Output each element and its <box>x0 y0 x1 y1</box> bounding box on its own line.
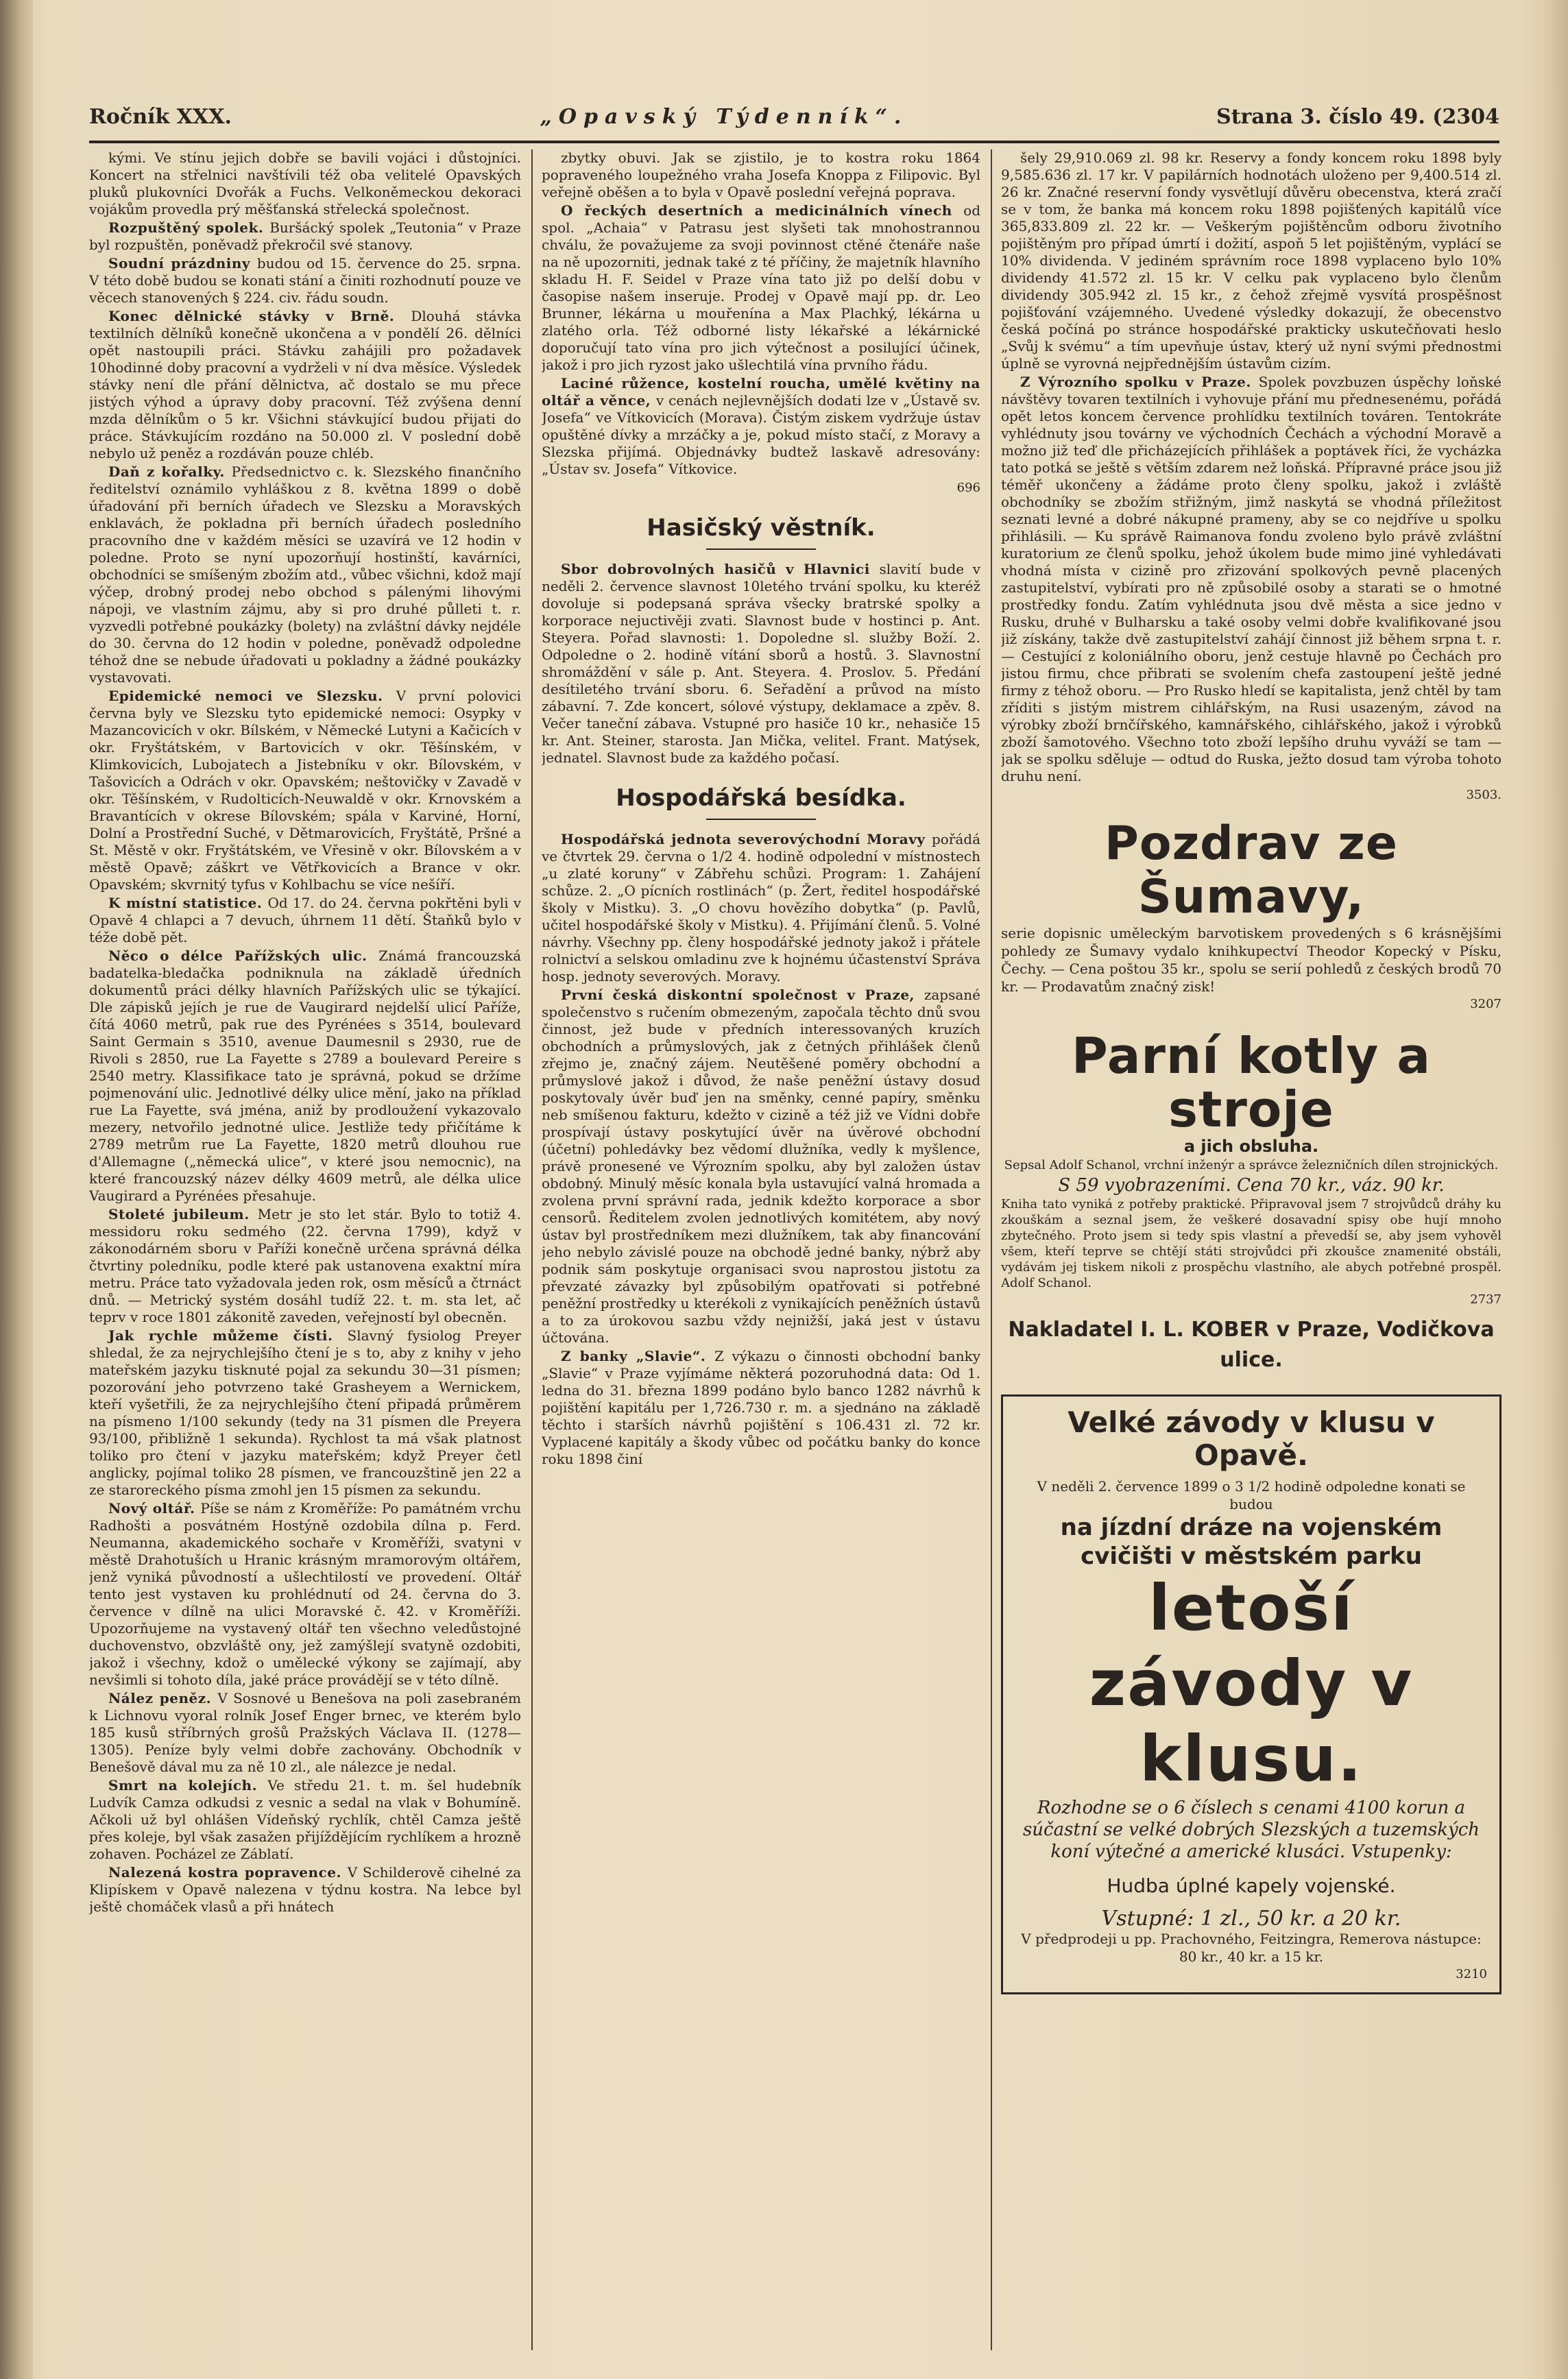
advert-title: Pozdrav ze Šumavy, <box>1105 817 1398 924</box>
article-text: budou od 15. července do 25. srpna. V této době budou se konati stání a činiti rozhodnutí pouze ve věcech stanovených § 224. civ. řádu soudn. <box>89 255 521 306</box>
advert-entry: Vstupné: 1 zl., 50 kr. a 20 kr. <box>1101 1907 1401 1931</box>
article-paragraph <box>542 1348 980 1468</box>
article-paragraph <box>89 219 521 254</box>
article-heading: K místní statistice. <box>108 895 268 911</box>
article-text: pořádá ve čtvrtek 29. června o 1/2 4. hodině odpolední v místnostech „u zlaté koruny“ v Zábřehu schůzi. Program: 1. Zahájení schůze. 2. „O pícních rostlinách“ (p. Žert, ředitel hospodářské školy v Mistku). 3. „O chovu hovězího dobytka“ (p. Pavlů, učitel hospodářské školy v Mistku). 4. Přijímání členů. 5. Volné návrhy. Všechny pp. členy hospodářské jednoty jakož i přátele rolnictví a selskou omladinu zve k hojnému účastenství Správa hosp. jednoty severových. Moravy. <box>542 831 980 985</box>
article-heading: Konec dělnické stávky v Brně. <box>108 308 411 324</box>
volume-label: Ročník XXX. <box>89 104 232 129</box>
column-divider-2 <box>991 149 992 2350</box>
article-heading: Stoleté jubileum. <box>108 1206 258 1222</box>
column-3-articles <box>1001 149 1501 785</box>
advert-author: Sepsal Adolf Schanol, vrchní inženýr a správce železničních dílen strojnických. <box>1004 1158 1499 1172</box>
article-text: slavití bude v neděli 2. července slavnost 10letého trvání spolku, ku kteréž dovoluje si podepsaná správa všecky bratrské spolky a korporace nejuctivěji zvati. Slavnost bude v hostinci p. Ant. Steyera. Pořad slavnosti: 1. Dopoledne sl. služby Boží. 2. Odpoledne o 2. hodině vítání sborů a hostů. 3. Slavnostní shromáždění v sále p. Ant. Steyera. 4. Proslov. 5. Předání desítiletého trvání sboru. 6. Seřadění a průvod na místo zábavní. 7. Zde koncert, sólové výstupy, deklamace a zpěv. 8. Večer taneční zábava. Vstupné pro hasiče 10 kr., nehasiče 15 kr. Ant. Steiner, starosta. Jan Mička, velitel. Frant. Matýsek, jednatel. Slavnost bude za každého počasí. <box>542 561 980 766</box>
advert-location: na jízdní dráze na vojenském cvičišti v městském parku <box>1060 1514 1443 1570</box>
column-divider-1 <box>531 149 533 2350</box>
article-heading: Soudní prázdniny <box>108 255 257 271</box>
article-text: V Sosnové u Benešova na poli zasebraném k Lichnovu vyoral rolník Josef Enger brnec, ve kterém bylo 185 kusů stříbrných grošů Pražských Václava II. (1278—1305). Peníze byly velmi dobře zachovány. Obchodník v Benešově dával mu za ně 10 zl., ale nálezce je nedal. <box>89 1690 521 1775</box>
article-heading: Nalezená kostra popravence. <box>108 1864 348 1881</box>
article-text: Slavný fysiolog Preyer shledal, že za nejrychlejšího čtení je s to, aby z knihy v jeho mateřském jazyku tisknuté pojal za sekundu 30—31 písmen; pozorování jeho potvrzeno také Grasheyem a Wernickem, kteří vyšetřili, že za nejrychlejšího čtení připadá průměrem na písmeno 1/100 sekundy (tedy na 31 písmen dle Preyera 93/100, přibližně 1 sekunda). Rychlost ta má však platnost toliko pro čtení v jazyku mateřském; když Preyer četl anglicky, pojímal toliko 28 písmen, ve francouzštině jen 22 a ze staroreckého písma zmohl jen 15 písmen za sekundu. <box>89 1327 521 1498</box>
advert-number: 3210 <box>1456 1967 1487 1981</box>
advert-title: Parní kotly a stroje <box>1071 1027 1432 1138</box>
section-title: Hasičský věstník. <box>542 514 980 550</box>
article-heading: O řeckých desertních a medicinálních vínech <box>561 202 964 219</box>
column-3 <box>1001 149 1501 2352</box>
article-text: Píše se nám z Kroměříže: Po památném vrchu Radhošti a posvátném Hostýně ozdobila dílna p. Ferd. Neumanna, akademického sochaře v Kroměříži, svatyni v městě Drahotuších u Hranic krásným mramorovým oltářem, jenž vyniká původností a ušlechtilostí ve provedení. Oltář tento jest vystaven ku prohlédnutí od 24. června do 3. července v dílně na ulici Moravské č. 42. v Kroměříži. Upozorňujeme na vystavený oltář ten všechno veledůstojné duchovenstvo, obzvláště ony, jež zamýšlejí svatyně ozdobiti, jakož i všechny, kdož o umělecké výkony se zajímají, aby nevšimli si tohoto díla, jaké práce provádějí se v této dílně. <box>89 1500 521 1688</box>
article-paragraph <box>89 1864 521 1916</box>
advert-text: Kniha tato vyniká z potřeby praktické. Připravoval jsem 7 strojvůdců dráhy ku zkouškám a seznal jsem, že veškeré dosavadní spisy obe hují mnoho zbytečného. Proto jsem si tedy spis vlastní a převedší se, aby jsem vyhověl všem, kteří teprve se chtějí státi strojvůdci při zkoušce znamenité obstáli, vydávám jej tiskem nikoli z prospěchu vlastního, ale abych potřebné prospěl. Adolf Schanol. <box>1001 1197 1501 1290</box>
advert-publisher: Nakladatel I. L. KOBER v Praze, Vodičkova ulice. <box>1008 1318 1495 1372</box>
article-text: Spolek povzbuzen úspěchy loňské návštěvy tovaren textilních i vyhovuje přání mu přednesenému, pořádá opět letos koncem července prohlídku textilních továren. Tentokráte vyhlédnuty jsou továrny ve východních Čechách a východní Moravě a možno již teď dle přicházejících přihlášek a poptávek říci, že vycházka tato potká se ještě s větším zdarem než loňská. Přípravné práce jsou již téměř ukončeny a žádáme proto členy spolku, jakož i zvláště obchodníky se zbožím střižným, jimž naskytá se vhodná příležitost seznati levné a dobré nákupné prameny, aby se co nejdříve u spolku přihlásili. — Ku správě Raimanova fondu zvoleno bylo právě zvláštní kuratorium ze členů spolku, jehož úkolem bude mimo jiné vyhledávati vhodná místa v cizině pro zřizování spolkových pevně placených zastupitelství, vybírati pro ně způsobilé osoby a starati se o hmotné prostředky fondu. Zatím vyhlédnuta jsou dvě města a sice jedno v Rusku, druhé v Bulharsku a také osoby velmi dobře kvalifikované jsou již získány, takže dvě zastupitelství zahájí činnost již během srpna t. r. — Cestující z koloniálního oboru, jenž cestuje hlavně po Čechách pro jistou firmu, chce přibrati se svolením chefa zastoupení ještě jedné firmy z téhož oboru. — Pro Rusko hledí se kapitalista, jenž chtěl by tam zříditi s jistým mistrem cihlářským, na Rusi usazeným, závod na výrobky zboží brnčířského, kamnářského, cihlářského, jakož i výrobků zboží šamotového. Všechno toto zboží lepšího druhu vyváží se tam — jak se spolku sděluje — odtud do Ruska, ježto dosud tam výroba tohoto druhu není. <box>1001 374 1501 784</box>
article-text: zbytky obuvi. Jak se zjistilo, je to kostra roku 1864 popraveného loupežného vraha Josefa Knoppa z Filipovic. Byl veřejně oběšen a to byla v Opavě poslední veřejná poprava. <box>542 149 980 200</box>
advert-text: serie dopisnic uměleckým barvotiskem provedených s 6 krásnějšími pohledy ze Šumavy vydalo knihkupectví Theodor Kopecký v Písku, Čechy. — Cena poštou 35 kr., spolu se serií pohledů z českých brodů 70 kr. — Prodavatům značný zisk! <box>1001 925 1501 995</box>
page-header <box>89 96 1499 137</box>
advert-pozdrav-ze-sumavy <box>1001 813 1501 1017</box>
article-paragraph <box>89 255 521 306</box>
newspaper-title: „Opavský Týdenník“. <box>540 104 908 129</box>
article-paragraph <box>89 1777 521 1863</box>
advert-number: 3207 <box>1470 997 1501 1011</box>
column-1 <box>89 149 521 2352</box>
article-text: v cenách nejlevnějších dodati lze v „Ústavě sv. Josefa“ ve Vítkovicích (Morava). Čistým ziskem vydržuje ústav opuštěné dívky a mrzáčky a je, pokud místo stačí, z Moravy a Slezska přijímá. Objednávky budtež laskavě adresovány: „Ústav sv. Josefa“ Vítkovice. <box>542 392 980 477</box>
article-paragraph <box>89 308 521 462</box>
article-text: Známá francouzská badatelka-bledačka podniknula na základě úředních dokumentů práci délky hlavních Pařížských ulic se týkající. Dle zápisků jejích je rue de Vaugirard nejdelší ulicí Paříže, čítá 4060 metrů, pak rue des Pyrénées s 3514, boulevard Saint Germain s 3510, avenue Daumesnil s 2930, rue de Rivoli s 2850, rue La Fayette s 2789 a boulevard Pereire s 2540 metry. Klassifikace tato je správná, pokud se držíme pojmenování ulic. Jednotlivé délky ulice mění, jako na příklad rue La Fayette, svá jména, aniž by prodloužení vykazovalo mezery, netvořilo jednotné ulice. Jestliže tedy přičítáme k 2789 metrům rue La Fayette, 1820 metrů dlouhou rue d'Allemagne („německá ulice“, v které jsou nemocnic), na které francouzský název délky 4609 metrů, ale délka ulice Vaugirard a Pyrénées přesahuje. <box>89 947 521 1204</box>
advert-presale: V předprodeji u pp. Prachovného, Feitzingra, Remerova nástupce: 80 kr., 40 kr. a 15 kr. <box>1021 1931 1482 1965</box>
article-paragraph <box>542 149 980 201</box>
article-paragraph <box>89 1327 521 1499</box>
article-paragraph <box>542 375 980 478</box>
article-text: kými. Ve stínu jejich dobře se bavili vojáci i důstojníci. Koncert na střelnici navštívili též oba velitelé Opavských pluků plukovníci Dvořák a Fuchs. Velkoněmeckou dekoraci vojákům provedla prý měšťanská střelecká společnost. <box>89 149 521 217</box>
article-paragraph <box>89 149 521 218</box>
page-edge-shadow <box>1541 0 1568 2379</box>
article-paragraph <box>542 987 980 1347</box>
article-text: Od 17. do 24. června pokřtěni byli v Opavě 4 chlapci a 7 devuch, úhrnem 11 dětí. Štaňků bylo v téže době pět. <box>89 895 521 945</box>
article-paragraph <box>89 1690 521 1776</box>
article-heading: Nový oltář. <box>108 1500 201 1517</box>
article-heading: Daň z kořalky. <box>108 463 232 480</box>
article-text: Z výkazu o činnosti obchodní banky „Slavie“ v Praze vyjímáme některá pozoruhodná data: Od 1. ledna do 31. března 1899 podáno bylo banco 1282 návrhů k pojištění kapitálu per 1,726.730 r. m. a sjednáno na základě těchto i starších návrhů pojištění s 106.431 zl. 72 kr. Vyplacené kapitály a škody vůbec od počátku banky do konce roku 1898 činí <box>542 1348 980 1467</box>
article-heading: Smrt na kolejích. <box>108 1777 268 1794</box>
article-heading: Rozpuštěný spolek. <box>108 219 270 236</box>
article-paragraph <box>542 202 980 374</box>
article-paragraph <box>89 463 521 686</box>
header-rule <box>89 141 1499 143</box>
article-paragraph <box>542 561 980 766</box>
article-heading: Sbor dobrovolných hasičů v Hlavnici <box>561 561 880 577</box>
article-text: šely 29,910.069 zl. 98 kr. Reservy a fondy koncem roku 1898 byly 9,585.636 zl. 17 kr. V papilárních hodnotách uloženo per 9,400.514 zl. 26 kr. Značné reservní fondy vysvětlují důvěru obecenstva, která zračí se v tom, že banka má koncem roku 1898 pojišťených kapitálů více 365,833.809 zl. 22 kr. — Veškerým pojištěncům odboru životního pojištěným pro případ úmrtí i dožití, aspoň 5 let pojištěným, vyplácí se 10% dividenda. V jediném správním roce 1898 vyplaceno bylo 10% dividendy 41.572 zl. 15 kr. V celku pak vyplaceno bylo členům dividendy 305.942 zl. 15 kr., z čehož zřejmě vysvítá prospěšnost pojišťování vzájemného. Uvedené výsledky dokazují, že obecenstvo česká počíná po stránce hospodářské prakticky uskutečňovati heslo „Svůj k svému“ a tím upevňuje ústav, který už nyní svými přednostmi úplně se vyrovná nejpřednějším ústavům cizím. <box>1001 149 1501 372</box>
article-text: Metr je sto let stár. Bylo to totiž 4. messidoru roku sedmého (22. června 1799), když v zákonodárném sboru v Paříži konečně určena správná délka čtvrtiny poledníku, podle které pak ustanovena exaktní míra metru. Práce tato vyžadovala jeden rok, osm měsíců a čtrnáct dnů. — Metrický systém dosáhl tudíž 22. t. m. sta let, ač teprv v roce 1801 zákonitě zaveden, veřejností byl obecněn. <box>89 1206 521 1325</box>
article-heading: Nález peněz. <box>108 1690 218 1706</box>
article-heading: Hospodářská jednota severovýchodní Moravy <box>561 831 932 847</box>
article-paragraph <box>542 831 980 985</box>
article-paragraph <box>1001 374 1501 785</box>
advert-headline: letoší závody v klusu. <box>1089 1571 1414 1796</box>
article-text: Ve středu 21. t. m. šel hudebník Ludvík Camza odkudsi z vesnic a sedal na vlak v Bohumíně. Ačkoli už byl ohlášen Vídeňský rychlík, chtěl Camza ještě přes koleje, byl však zasažen přijíždějícím rychlíkem a hrozně zohaven. Pocházel ze Záblatí. <box>89 1777 521 1862</box>
article-text: V Schilderově cihelné za Klipískem v Opavě nalezena v týdnu kostra. Na lebce byl ještě chomáček vlasů a při hnátech <box>89 1864 521 1915</box>
page-number: Strana 3. číslo 49. (2304 <box>1216 104 1499 129</box>
article-heading: Něco o délce Pařížských ulic. <box>108 947 379 964</box>
article-heading: Laciné růžence, kostelní roucha, umělé květiny na oltář a věnce, <box>542 375 980 409</box>
advert-music: Hudba úplné kapely vojenské. <box>1107 1874 1396 1897</box>
article-paragraph <box>89 1206 521 1326</box>
article-number: 3503. <box>1466 788 1501 802</box>
article-paragraph <box>89 947 521 1205</box>
article-heading: Epidemické nemoci ve Slezsku. <box>108 688 396 704</box>
article-paragraph <box>89 688 521 893</box>
advert-description: Rozhodne se o 6 číslech s cenami 4100 korun a súčastní se velké dobrých Slezských a tuzemských koní výtečné a americké klusáci. Vstupenky: <box>1022 1798 1480 1862</box>
article-text: Buršácký spolek „Teutonia“ v Praze byl rozpuštěn, poněvadž překročil své stanovy. <box>89 219 521 253</box>
article-heading: První česká diskontní společnost v Praze, <box>561 987 924 1003</box>
advert-zavody-v-klusu <box>1001 1394 1501 1994</box>
article-heading: Jak rychle můžeme čísti. <box>108 1327 348 1344</box>
column-2-articles <box>542 149 980 1468</box>
article-text: V první polovici června byly ve Slezsku tyto epidemické nemoci: Osypky v Mazancovicích v okr. Bílském, v Německé Lutyni a Kačicích v okr. Fryštátském, v Bartovicích v okr. Těšínském, v Klimkovicích, Lubojatech a Jistebníku v okr. Bílovském, v Tašovicích a Odrách v okr. Opavském; neštovičky v Zavadě v okr. Těšínském, v Rudolticích-Neuwaldě v okr. Krnovském a Bravantících v okrese Bílovském; spála v Karviné, Horní, Dolní a Prostřední Suché, v Dětmarovicích, Fryštátě, Pršné a St. Městě v okr. Fryštátském, ve Vřesině v okr. Bílovském a v městě Opavě; záškrt ve Větřkovicích a Brance v okr. Opavském; skvrnitý tyfus v Kohlbachu se více nešíří. <box>89 688 521 893</box>
article-text: Dlouhá stávka textilních dělníků konečně ukončena a v pondělí 26. dělníci opět nastoupili práci. Stávku zahájili pro požadavek 10hodinné doby pracovní a vydrželi v ní dva měsíce. Výsledek stávky není dle přání dělnictva, ač dostalo se mu přece jistých výhod a úpravy doby pracovní. Též zvýšena denní mzda dělníkům o 5 kr. Všichni stávkující budou přijati do práce. Stávkujícím rozdáno na 50.000 zl. V poslední době nebylo už peněz a rozdáván pouze chléb. <box>89 308 521 461</box>
article-number: 696 <box>956 481 980 495</box>
section-title: Hospodářská besídka. <box>542 784 980 820</box>
column-2 <box>542 149 980 2352</box>
article-text: Předsednictvo c. k. Slezského finančního ředitelství oznámilo vyhláškou z 8. května 1899 o době úřadování při berních úřadech ve Slezsku a Moravských enklavách, že pokladna při berních úřadech posledního pracovního dne v každém měsíci se uzavírá ve 12 hodin v poledne. Proto se nyní upozorňují hostinští, kavárníci, obchodníci se smíšeným zbožím atd., vůbec všichni, kdož mají výčep, drobný prodej nebo obchod s pálenými lihovými nápoji, ve vlastním zájmu, aby si pro druhé půlleti t. r. vyzvedli potřebné poukázky (bolety) na zvláštní dávky nejdéle do 30. června do 12 hodin v poledne, poněvadž odpoledne téhož dne se nebude úřadovati u pokladny a žádné poukázky vystavovati. <box>89 463 521 686</box>
advert-price: S 59 vyobrazeními. Cena 70 kr., váz. 90 kr. <box>1058 1175 1445 1196</box>
article-text: zapsané společenstvo s ručením obmezeným, započala těchto dnů svou činnost, jež bude v předních interessovaných kruzích obchodních a průmyslových, jak z četných přihlášek členů zřejmo je, značný zájem. Neutěšené poměry obchodní a průmyslové jakož i důvod, že naše peněžní ústavy dosud poskytovaly úvěr buď jen na směnky, cenné papíry, směnku neb smíšenou fakturu, kdežto v cizině a též již ve Vídni dobře prospívají ústavy poskytující úvěr na úvěrové obchodní (účetní) pohledávky bez vědomí dlužníka, vedly k myšlence, právě pronesené ve Výrozním spolku, aby byl založen ústav obdobný. Minulý měsíc konala byla ustavující valná hromada a zvolena první správní rada, jednik kdežto korporace a sbor censorů. Ředitelem zvolen jednotlivých komitétem, aby nový ústav byl prostředníkem mezi dlužníkem, tak aby financování jeho nebylo závislé pouze na obchodě jedné banky, nýbrž aby podnik sám poskytuje organisaci svou naprostou jistotu za převzaté závazky byl způsobilým opatřovati si potřebné peněžní prostředky u kterékoli z vynikajících peněžních ústavů a to za úrokovou sazbu vždy nejnižší, jaká jest v ústavu účtována. <box>542 987 980 1346</box>
article-paragraph <box>1001 149 1501 372</box>
advert-date: V neděli 2. července 1899 o 3 1/2 hodině odpoledne konati se budou <box>1037 1478 1466 1512</box>
article-text: od spol. „Achaia“ v Patrasu jest slyšeti tak mnohostrannou chválu, že považujeme za svoji povinnost ctěné čtenáře naše na ně upozorniti, jednak také z té příčiny, že majetník hlavního skladu H. F. Seidel v Praze vína tato již po delší dobu v časopise našem inseruje. Prodej v Opavě mají pp. dr. Leo Brunner, lékárna u mouřenína a Max Plachký, lékárna u zlatého orla. Též odborné listy lékařské a lékárnické doporučují tato vína pro jich výtečnost a posilující účinek, jakož i pro jich ryzost jako ušlechtilá vína prvního řádu. <box>542 202 980 373</box>
advert-title: Velké závody v klusu v Opavě. <box>1068 1405 1435 1472</box>
advert-number: 2737 <box>1470 1292 1501 1307</box>
article-heading: Z Výrozního spolku v Praze. <box>1020 374 1259 390</box>
article-paragraph <box>89 895 521 946</box>
article-paragraph <box>89 1500 521 1689</box>
article-heading: Z banky „Slavie“. <box>561 1348 714 1364</box>
advert-parni-kotly <box>1001 1026 1501 1385</box>
advert-subtitle: a jich obsluha. <box>1183 1137 1319 1156</box>
book-binding <box>0 0 33 2379</box>
